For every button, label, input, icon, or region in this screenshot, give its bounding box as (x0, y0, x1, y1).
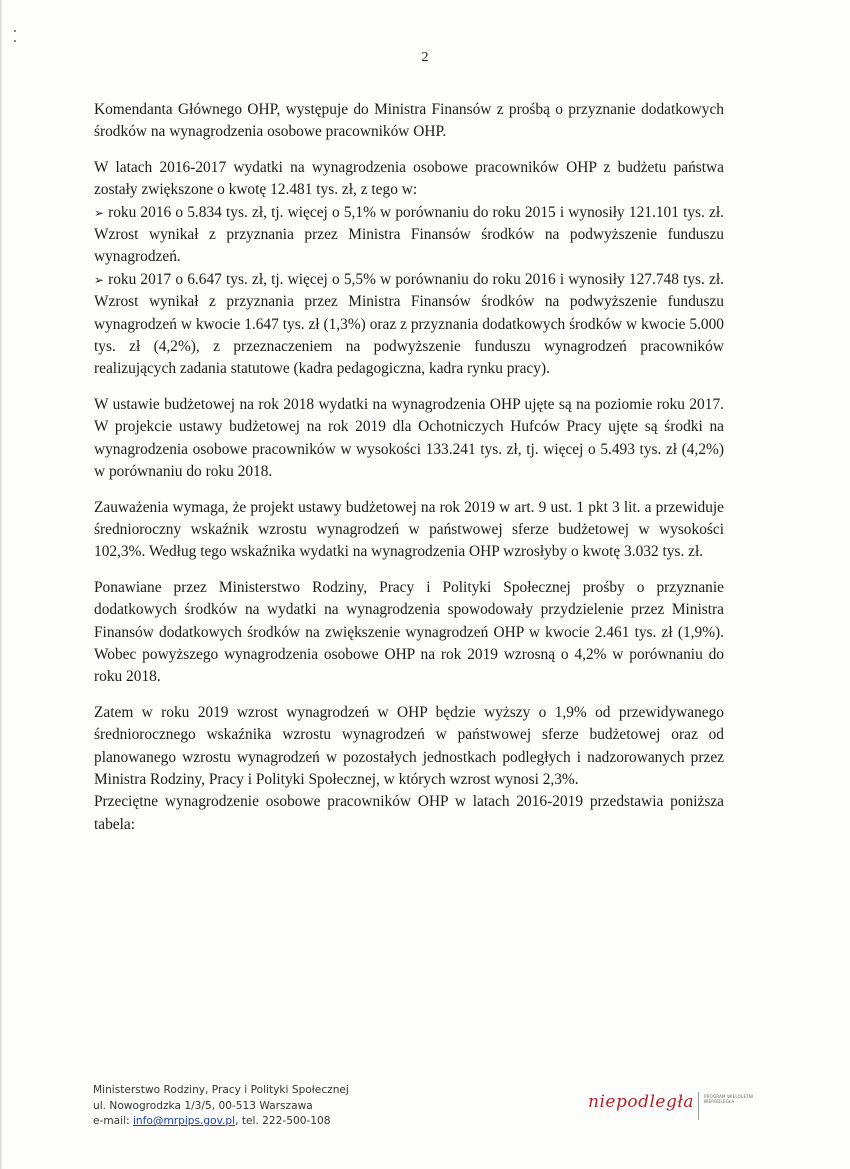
niepodlegla-logo (588, 1088, 758, 1128)
footer-ministry-name: Ministerstwo Rodziny, Pracy i Polityki Społecznej (93, 1084, 349, 1096)
arrow-bullet-icon: ➢ (94, 205, 105, 220)
paragraph: Zatem w roku 2019 wzrost wynagrodzeń w OHP będzie wyższy o 1,9% od przewidywanego średniorocznego wskaźnika wzrostu wynagrodzeń w państwowej sferze budżetowej oraz od planowanego wzrostu wynagrodzeń w pozostałych jednostkach podległych i nadzorowanych przez Ministra Rodziny, Pracy i Polityki Społecznej, w których wzrost wynosi 2,3%. (94, 703, 724, 788)
paragraph: Komendanta Głównego OHP, występuje do Ministra Finansów z prośbą o przyznanie dodatkowych środków na wynagrodzenia osobowe pracowników OHP. (94, 101, 724, 141)
paragraph: Zauważenia wymaga, że projekt ustawy budżetowej na rok 2019 w art. 9 ust. 1 pkt 3 lit. a przewiduje średnioroczny wskaźnik wzrostu wynagrodzeń w państwowej sferze budżetowej w wysokości 102,3%. Według tego wskaźnika wydatki na wynagrodzenia OHP wzrosłyby o kwotę 3.032 tys. zł. (94, 498, 724, 561)
footer-street-address: ul. Nowogrodzka 1/3/5, 00-513 Warszawa (93, 1099, 313, 1112)
footer-address (93, 1083, 349, 1130)
bullet-item (94, 269, 724, 381)
paragraph: Ponawiane przez Ministerstwo Rodziny, Pracy i Polityki Społecznej prośby o przyznanie dodatkowych środków na wydatki na wynagrodzenia spowodowały przydzielenie przez Ministra Finansów dodatkowych środków na zwiększenie wynagrodzeń OHP w kwocie 2.461 tys. zł (1,9%). Wobec powyższego wynagrodzenia osobowe OHP na rok 2019 wzrosną o 4,2% w porównaniu do roku 2018. (94, 578, 724, 686)
arrow-bullet-icon: ➢ (94, 272, 105, 287)
phone-text: , tel. 222-500-108 (235, 1115, 331, 1128)
email-label: e-mail: (93, 1115, 133, 1128)
scan-artifact (14, 30, 18, 44)
paragraph: Przeciętne wynagrodzenie osobowe pracowników OHP w latach 2016-2019 przedstawia poniższa tabela: (94, 793, 724, 833)
paragraph: W ustawie budżetowej na rok 2018 wydatki na wynagrodzenia OHP ujęte są na poziomie roku 2017. W projekcie ustawy budżetowej na rok 2019 dla Ochotniczych Hufców Pracy ujęte są środki na wynagrodzenia osobowe pracowników w wysokości 133.241 tys. zł, tj. więcej o 5.493 tys. zł (4,2%) w porównaniu do roku 2018. (94, 395, 724, 481)
email-link[interactable]: info@mrpips.gov.pl (132, 1115, 236, 1128)
bullet-text: roku 2017 o 6.647 tys. zł, tj. więcej o 5,5% w porównaniu do roku 2016 i wynosiły 127.748 tys. zł. Wzrost wynikał z przyznania przez Ministra Finansów środków na podwyższenie funduszu wynagrodzeń w kwocie 1.647 tys. zł (1,3%) oraz z przyznania dodatkowych środków w kwocie 5.000 tys. zł (4,2%), z przeznaczeniem na podwyższenie funduszu wynagrodzeń pracowników realizujących zadania statutowe (kadra pedagogiczna, kadra rynku pracy). (94, 270, 724, 378)
paragraph: W latach 2016-2017 wydatki na wynagrodzenia osobowe pracowników OHP z budżetu państwa zostały zwiększone o kwotę 12.481 tys. zł, z tego w: (94, 158, 724, 199)
scan-edge (0, 0, 3, 1169)
bullet-text: roku 2016 o 5.834 tys. zł, tj. więcej o 5,1% w porównaniu do roku 2015 i wynosiły 121.101 tys. zł. Wzrost wynikał z przyznania przez Ministra Finansów środków na podwyższenie funduszu wynagrodzeń. (94, 203, 724, 266)
logo-small-text: PROGRAM WIELOLETNI NIEPODLEGŁA (704, 1094, 754, 1104)
logo-script-text: niepodległa (588, 1092, 694, 1112)
document-body (94, 99, 724, 836)
bullet-item (94, 202, 724, 269)
page-number: 2 (421, 50, 429, 65)
footer-contact (93, 1114, 349, 1130)
logo-divider (698, 1092, 699, 1120)
